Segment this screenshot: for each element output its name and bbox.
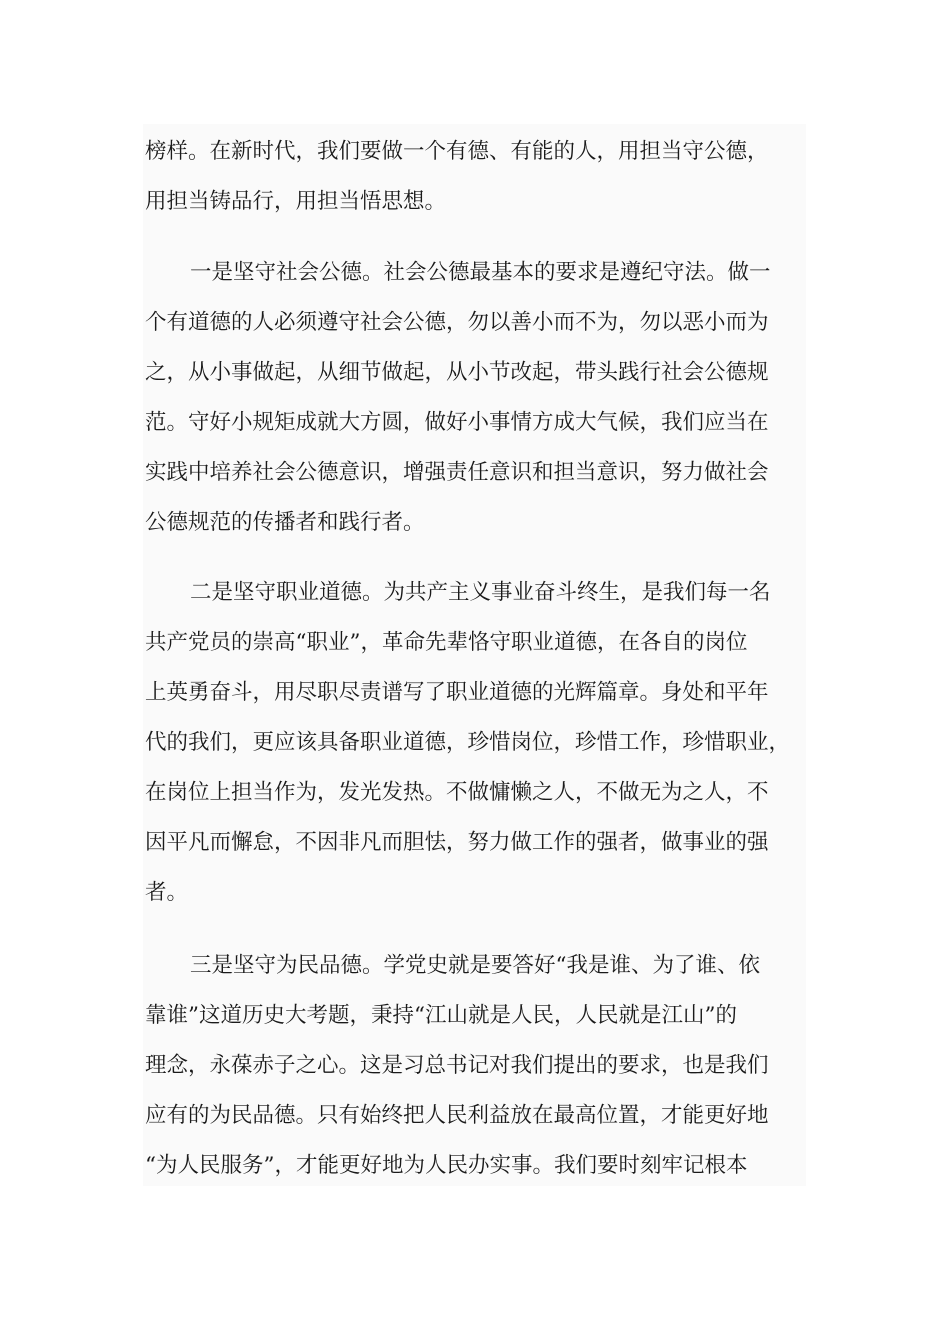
paragraph-4-line-4: 应有的为民品德。只有始终把人民利益放在最高位置，才能更好地 [145, 1103, 769, 1128]
paragraph-2-line-6: 公德规范的传播者和践行者。 [145, 510, 425, 535]
paragraph-4-line-3: 理念，永葆赤子之心。这是习总书记对我们提出的要求，也是我们 [145, 1053, 769, 1078]
paragraph-3-line-4: 代的我们，更应该具备职业道德，珍惜岗位，珍惜工作，珍惜职业， [145, 730, 791, 755]
paragraph-2-line-2: 个有道德的人必须遵守社会公德，勿以善小而不为，勿以恶小而为 [145, 310, 769, 335]
paragraph-4-line-2: 靠谁”这道历史大考题，秉持“江山就是人民，人民就是江山”的 [145, 1003, 737, 1028]
paragraph-4-line-5: “为人民服务”，才能更好地为人民办实事。我们要时刻牢记根本 [145, 1153, 748, 1178]
paragraph-3-line-7: 者。 [145, 880, 189, 905]
paragraph-2-line-1: 一是坚守社会公德。社会公德最基本的要求是遵纪守法。做一 [190, 260, 771, 285]
paragraph-3-line-1: 二是坚守职业道德。为共产主义事业奋斗终生，是我们每一名 [190, 580, 771, 605]
paragraph-3-line-3: 上英勇奋斗，用尽职尽责谱写了职业道德的光辉篇章。身处和平年 [145, 680, 769, 705]
paragraph-2-line-4: 范。守好小规矩成就大方圆，做好小事情方成大气候，我们应当在 [145, 410, 769, 435]
paragraph-1-line-2: 用担当铸品行，用担当悟思想。 [145, 189, 447, 214]
paragraph-2-line-5: 实践中培养社会公德意识，增强责任意识和担当意识，努力做社会 [145, 460, 769, 485]
paragraph-4-line-1: 三是坚守为民品德。学党史就是要答好“我是谁、为了谁、依 [190, 953, 760, 978]
paragraph-2-line-3: 之，从小事做起，从细节做起，从小节改起，带头践行社会公德规 [145, 360, 769, 385]
paragraph-3-line-2: 共产党员的崇高“职业”，革命先辈恪守职业道德，在各自的岗位 [145, 630, 748, 655]
document-body [143, 124, 806, 1186]
paragraph-3-line-5: 在岗位上担当作为，发光发热。不做慵懒之人，不做无为之人，不 [145, 780, 769, 805]
paragraph-1-line-1: 榜样。在新时代，我们要做一个有德、有能的人，用担当守公德， [145, 139, 769, 164]
paragraph-3-line-6: 因平凡而懈怠，不因非凡而胆怯，努力做工作的强者，做事业的强 [145, 830, 769, 855]
